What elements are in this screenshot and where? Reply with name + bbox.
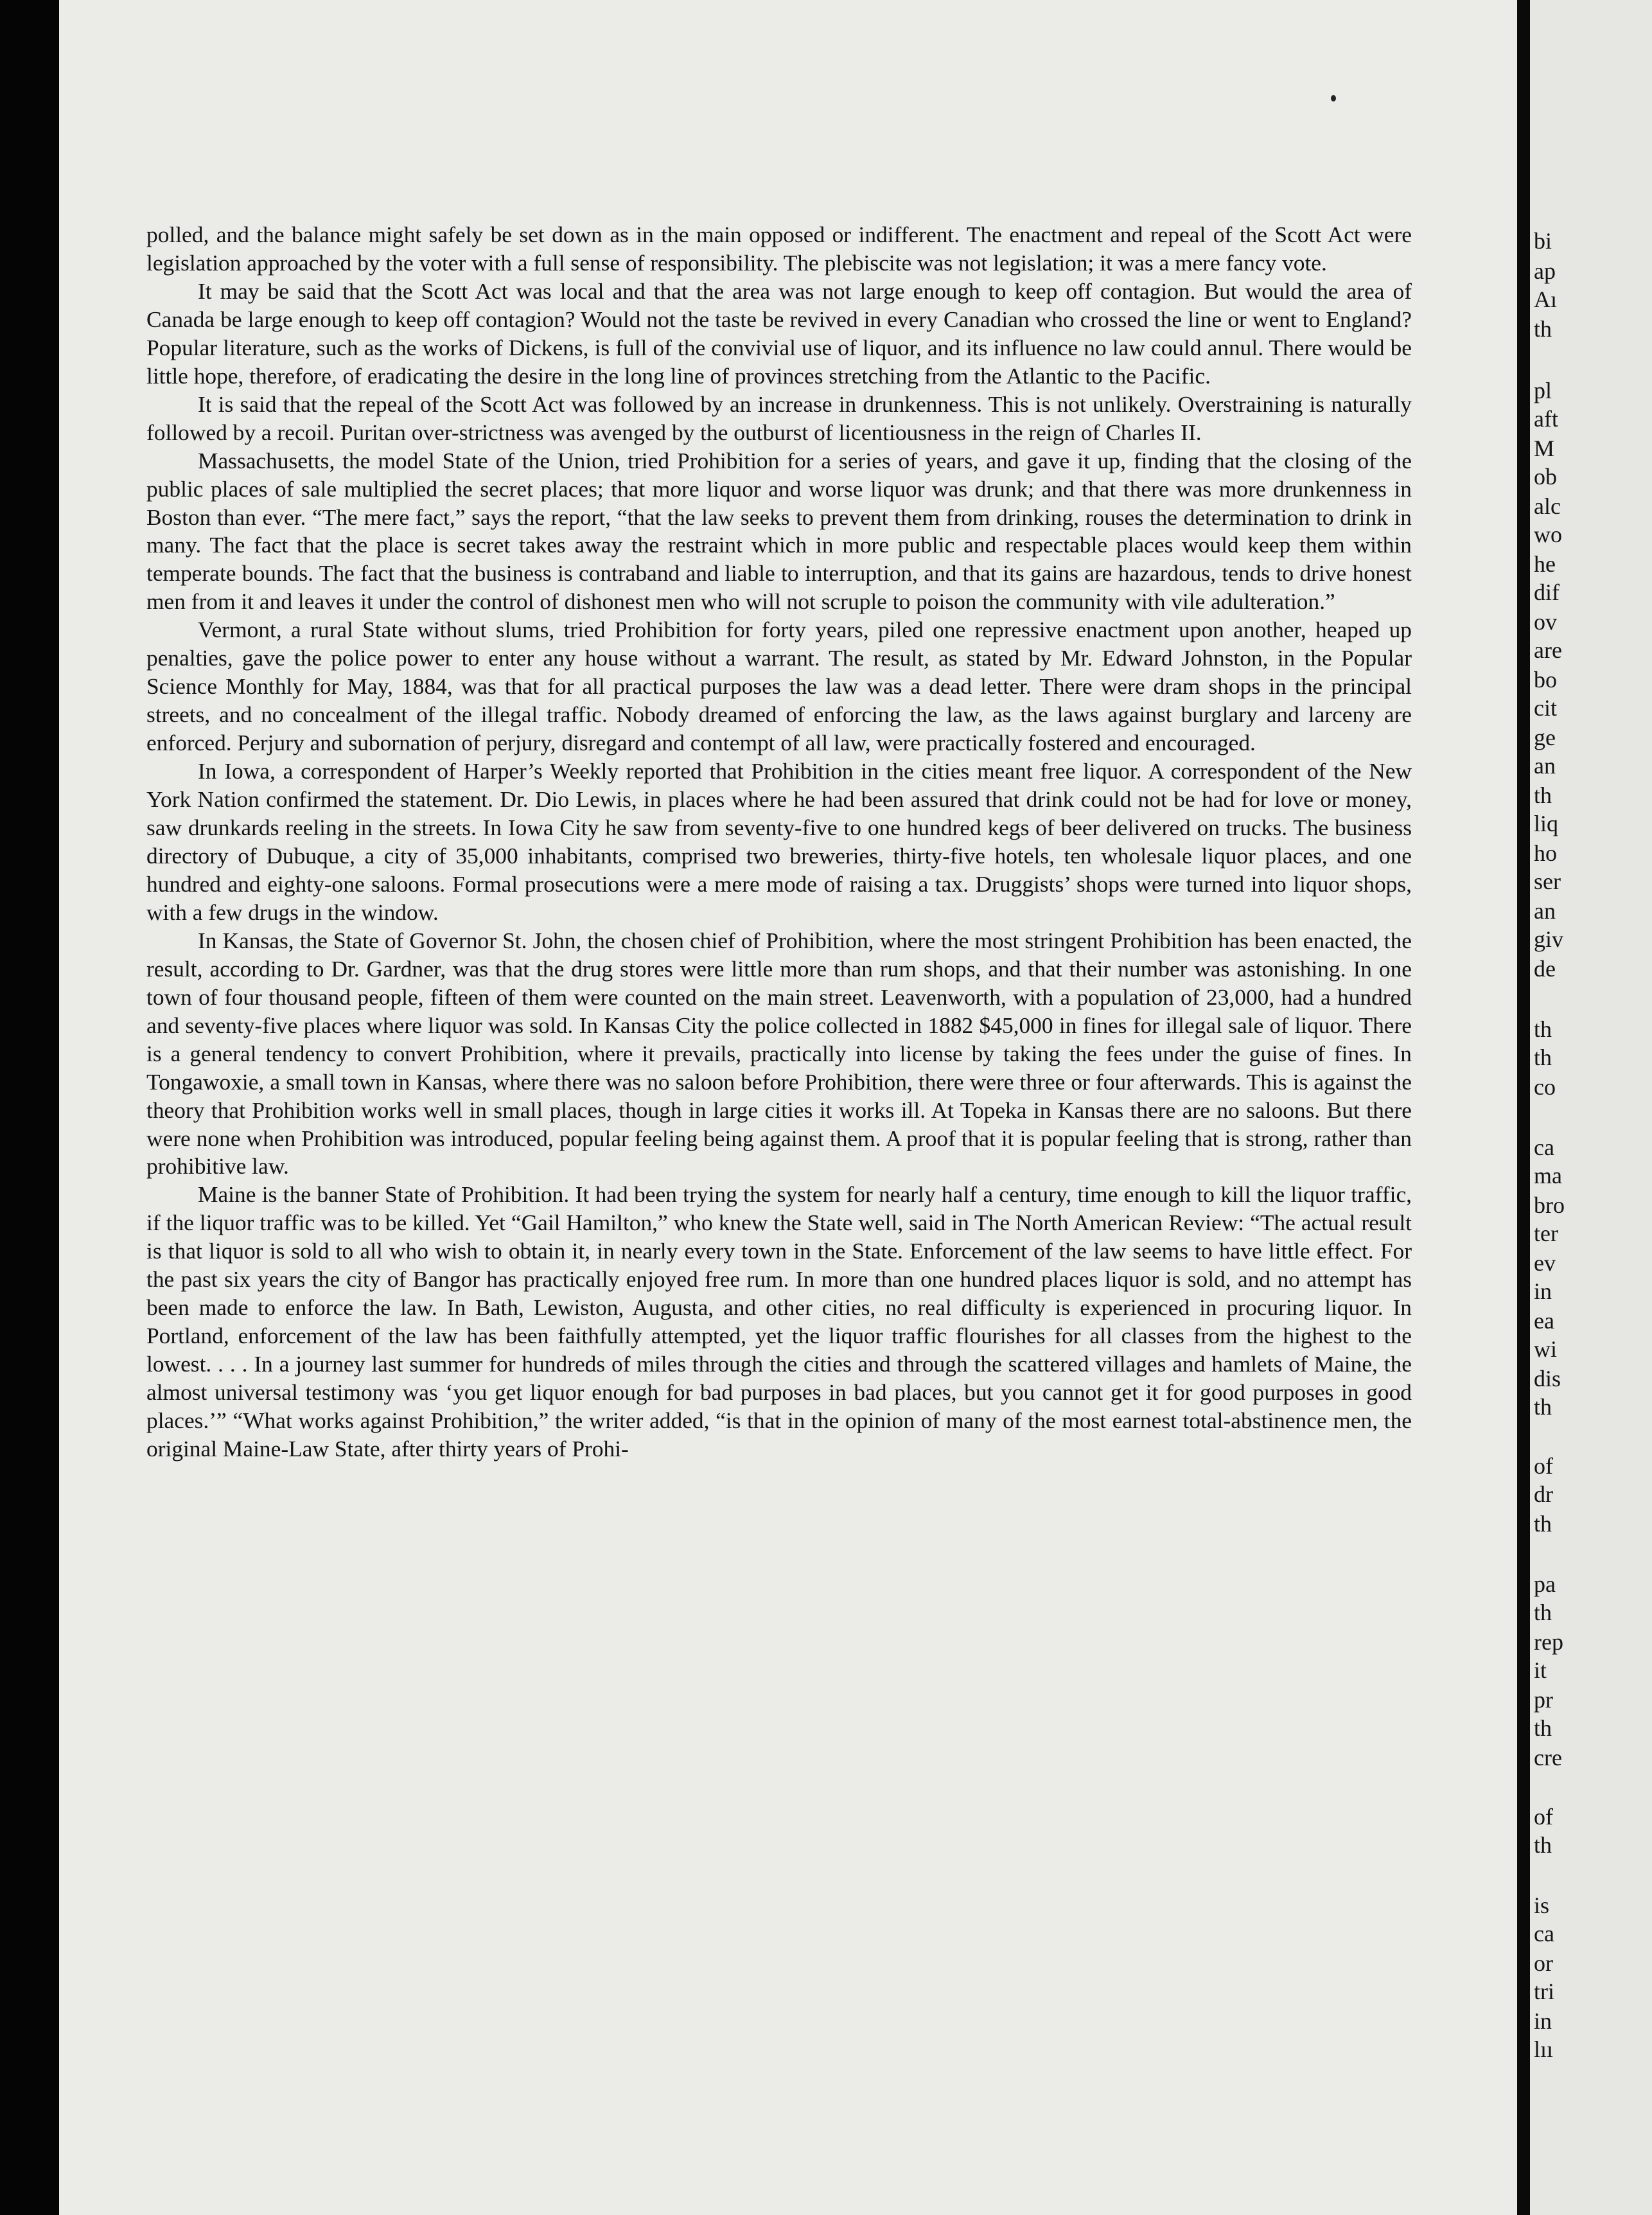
adjacent-page-fragment: ap [1534,258,1556,284]
adjacent-page-fragment: is [1534,1893,1550,1918]
adjacent-page-edge [1530,0,1652,2215]
adjacent-page-fragment: cit [1534,695,1557,721]
adjacent-page-fragment: ma [1534,1163,1562,1188]
adjacent-page-fragment: wi [1534,1336,1557,1362]
adjacent-page-fragment: alc [1534,493,1561,519]
adjacent-page-fragment: bi [1534,228,1552,254]
paragraph-kansas: In Kansas, the State of Governor St. John, the chosen chief of Prohibition, where the most stringent Prohibition has been enacted, the result, according to Dr. Gardner, was that the drug stores were little more than rum shops, and that their number was astonishing. In one town of four thousand people, fifteen of them were counted on the main street. Leavenworth, with a population of 23,000, had a hundred and seventy-five places where liquor was sold. In Kansas City the police collected in 1882 $45,000 in fines for illegal sale of liquor. There is a general tendency to convert Prohibition, where it prevails, practically into license by taking the fees under the guise of fines. In Tongawoxie, a small town in Kansas, where there was no saloon before Prohibition, there were three or four afterwards. This is against the theory that Prohibition works well in small places, though in large cities it works ill. At Topeka in Kansas there are no saloons. But there were none when Prohibition was introduced, popular feeling being against them. A proof that it is popular feeling that is strong, rather than prohibitive law. [146,927,1412,1179]
adjacent-page-fragment: Aı [1534,287,1557,312]
paragraph-scott-act-repeal: polled, and the balance might safely be set down as in the main opposed or indifferent. The enactment and repeal of the Scott Act were legislation approached by the voter with a full sense of responsibility. The plebiscite was not legislation; it was a mere fancy vote. [146,222,1412,276]
adjacent-page-fragment: bo [1534,667,1557,693]
adjacent-page-fragment: th [1534,1045,1552,1070]
adjacent-page-fragment: ob [1534,464,1557,490]
paragraph-drunkenness-increase: It is said that the repeal of the Scott Act was followed by an increase in drunkenness. This is not unlikely. Overstraining is naturally followed by a recoil. Puritan over-strictness was avenged by the outburst of licentiousness in the reign of Charles II. [146,391,1412,445]
paragraph-iowa: In Iowa, a correspondent of Harper’s Weekly reported that Prohibition in the cities meant free liquor. A correspondent of the New York Nation confirmed the statement. Dr. Dio Lewis, in places where he had been assured that drink could not be had for love or money, saw drunkards reeling in the streets. In Iowa City he saw from seventy-five to one hundred kegs of beer delivered on trucks. The business directory of Dubuque, a city of 35,000 inhabitants, comprised two breweries, thirty-five hotels, ten wholesale liquor places, and one hundred and eighty-one saloons. Formal prosecutions were a mere mode of raising a tax. Druggists’ shops were turned into liquor shops, with a few drugs in the window. [146,758,1412,925]
paragraph-vermont: Vermont, a rural State without slums, tried Prohibition for forty years, piled one repressive enactment upon another, heaped up penalties, gave the police power to enter any house without a warrant. The result, as stated by Mr. Edward Johnston, in the Popular Science Monthly for May, 1884, was that for all practical purposes the law was a dead letter. There were dram shops in the principal streets, and no concealment of the illegal traffic. Nobody dreamed of enforcing the law, as the laws against burglary and larceny are enforced. Perjury and subornation of perjury, disregard and contempt of all law, were practically fostered and encouraged. [146,617,1412,756]
adjacent-page-fragment: M [1534,436,1555,461]
adjacent-page-fragment: of [1534,1804,1553,1830]
adjacent-page-fragment: th [1534,1832,1552,1858]
adjacent-page-fragment: pa [1534,1571,1556,1597]
adjacent-page-fragment: aft [1534,406,1558,432]
adjacent-page-fragment: th [1534,1394,1552,1420]
adjacent-page-fragment: or [1534,1950,1553,1976]
adjacent-page-fragment: dif [1534,579,1560,605]
paragraph-massachusetts: Massachusetts, the model State of the Union, tried Prohibition for a series of years, and gave it up, finding that the closing of the public places of sale multiplied the secret places; that more liquor and worse liquor was drunk; and that there was more drunkenness in Boston than ever. “The mere fact,” says the report, “that the law seeks to prevent them from drinking, rouses the determination to drink in many. The fact that the place is secret takes away the restraint which in more public and respectable places would keep them within temperate bounds. The fact that the business is contraband and liable to interruption, and that its gains are hazardous, tends to drive honest men from it and leaves it under the control of dishonest men who will not scruple to poison the community with vile adulteration.” [146,447,1412,615]
adjacent-page-fragment: th [1534,1715,1552,1741]
scan-speck [1331,95,1336,101]
adjacent-page-fragment: ev [1534,1250,1556,1276]
adjacent-page-fragment: ea [1534,1308,1554,1334]
adjacent-page-fragment: liq [1534,811,1559,836]
adjacent-page-fragment: rep [1534,1629,1563,1655]
adjacent-page-fragment: wo [1534,522,1562,547]
adjacent-page-fragment: th [1534,316,1552,342]
adjacent-page-fragment: pl [1534,378,1552,403]
adjacent-page-fragment: th [1534,1016,1552,1042]
adjacent-page-fragment: ho [1534,840,1557,866]
paragraph-maine: Maine is the banner State of Prohibition. It had been trying the system for nearly half a century, time enough to kill the liquor traffic, if the liquor traffic was to be killed. Yet “Gail Hamilton,” who knew the State well, said in The North American Review: “The actual result is that liquor is sold to all who wish to obtain it, in nearly every town in the State. Enforcement of the law seems to have little effect. For the past six years the city of Bangor has practically enjoyed free rum. In more than one hundred places liquor is sold, and no attempt has been made to enforce the law. In Bath, Lewiston, Augusta, and other cities, no real difficulty is experienced in procuring liquor. In Portland, enforcement of the law has been faithfully attempted, yet the liquor traffic flourishes for all classes from the highest to the lowest. . . . In a journey last summer for hundreds of miles through the cities and through the scattered villages and hamlets of Maine, the almost universal testimony was ‘you get liquor enough for bad purposes in bad places, but you cannot get it for good purposes in good places.’” “What works against Prohibition,” the writer added, “is that in the opinion of many of the most earnest total-abstinence men, the original Maine-Law State, after thirty years of Prohi- [146,1181,1412,1461]
adjacent-page-fragment: ov [1534,609,1557,635]
adjacent-page-fragment: de [1534,956,1556,982]
adjacent-page-fragment: are [1534,637,1562,663]
paragraph-contagion: It may be said that the Scott Act was local and that the area was not large enough to keep off contagion. But would the area of Canada be large enough to keep off contagion? Would not the taste be revived in every Canadian who crossed the line or went to England? Popular literature, such as the works of Dickens, is full of the convivial use of liquor, and its influence no law could annul. There would be little hope, therefore, of eradicating the desire in the long line of provinces stretching from the Atlantic to the Pacific. [146,278,1412,389]
article-body [146,221,1412,1463]
adjacent-page-fragment: ser [1534,869,1561,894]
adjacent-page-fragment: it [1534,1657,1547,1683]
adjacent-page-fragment: tri [1534,1979,1554,2004]
adjacent-page-fragment: an [1534,898,1556,924]
adjacent-page-fragment: co [1534,1074,1556,1100]
adjacent-page-fragment: ca [1534,1921,1554,1946]
adjacent-page-fragment: in [1534,1278,1552,1304]
adjacent-page-fragment: ter [1534,1221,1558,1246]
adjacent-page-fragment: dr [1534,1481,1553,1507]
adjacent-page-fragment: dis [1534,1366,1561,1391]
adjacent-page-fragment: lıı [1534,2036,1554,2062]
adjacent-page-fragment: he [1534,551,1556,577]
adjacent-page-fragment: bro [1534,1192,1565,1218]
adjacent-page-fragment: pr [1534,1687,1553,1713]
adjacent-page-fragment: ca [1534,1134,1554,1160]
adjacent-page-fragment: th [1534,782,1552,808]
adjacent-page-fragment: cre [1534,1745,1562,1770]
adjacent-page-fragment: of [1534,1453,1553,1479]
adjacent-page-fragment: th [1534,1600,1552,1625]
adjacent-page-fragment: ge [1534,725,1556,750]
adjacent-page-fragment: th [1534,1511,1552,1537]
adjacent-page-fragment: an [1534,753,1556,779]
book-gutter [1517,0,1530,2215]
adjacent-page-fragment: giv [1534,926,1564,952]
adjacent-page-fragment: in [1534,2008,1552,2034]
